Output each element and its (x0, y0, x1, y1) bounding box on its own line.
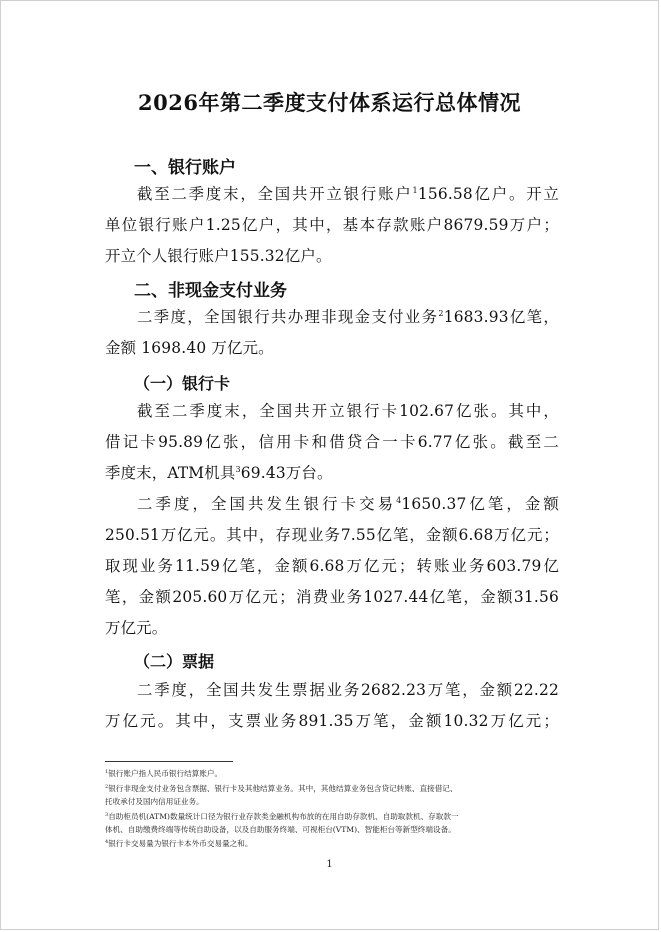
footnote-ref: 1 (412, 186, 418, 195)
footnote-ref: 2 (438, 309, 444, 318)
paragraph-line: 万亿元。其中，支票业务891.35万笔，金额10.32万亿元； (105, 712, 559, 730)
footnote: $^4$银行卡交易量为银行卡本外币交易量之和。 (105, 839, 253, 848)
paragraph-line: 截至二季度末，全国共开立银行卡102.67亿张。其中， (137, 402, 559, 420)
paragraph-line: 二季度，全国共发生银行卡交易$^4$1650.37亿笔，金额 (137, 495, 559, 513)
paragraph-line: 金额 1698.40 万亿元。 (105, 339, 274, 357)
subsection-heading-bank-cards: （一）银行卡 (134, 374, 231, 393)
paragraph-line: 借记卡95.89亿张，信用卡和借贷合一卡6.77亿张。截至二 (105, 433, 559, 451)
paragraph-line: 取现业务11.59亿笔，金额6.68万亿元；转账业务603.79亿 (105, 557, 559, 575)
footnote-ref: 3 (235, 465, 241, 474)
section-heading-noncash-payments: 二、非现金支付业务 (134, 281, 287, 301)
paragraph-line: 单位银行账户1.25亿户，其中，基本存款账户8679.59万户； (105, 216, 559, 234)
section-heading-bank-accounts: 一、银行账户 (134, 158, 236, 178)
footnote-ref: 4 (396, 496, 402, 505)
footnote: $^1$银行账户指人民币银行结算账户。 (105, 769, 223, 778)
paragraph-line: 开立个人银行账户155.32亿户。 (105, 247, 332, 265)
footnote-continuation: 托收承付及国内信用证业务。 (105, 797, 204, 806)
paragraph-line: 笔，金额205.60万亿元；消费业务1027.44亿笔，金额31.56 (105, 588, 559, 606)
paragraph-line: 季度末，ATM机具$^3$69.43万台。 (105, 464, 333, 482)
footnote-continuation: 体机、自助缴费终端等传统自助设备，以及自助服务终端、可视柜台(VTM)、智能柜台等新型终端设备。 (105, 825, 456, 834)
paragraph-line: 二季度，全国银行共办理非现金支付业务$^2$1683.93亿笔， (137, 308, 559, 326)
footnote: $^3$自助柜员机(ATM)数量统计口径为银行业存款类金融机构布放的在用自助存款机、自助取款机、存取款一 (105, 812, 459, 821)
paragraph-line: 万亿元。 (105, 619, 168, 637)
subsection-heading-bills: （二）票据 (134, 652, 215, 671)
paragraph-line: 250.51万亿元。其中，存现业务7.55亿笔，金额6.68万亿元； (105, 526, 559, 544)
footnote-separator (105, 761, 233, 762)
paragraph-line: 二季度，全国共发生票据业务2682.23万笔，金额22.22 (137, 681, 559, 699)
document-title: 2026年第二季度支付体系运行总体情况 (138, 90, 521, 115)
page-number: 1 (326, 859, 333, 870)
footnote: $^2$银行非现金支付业务包含票据、银行卡及其他结算业务。其中，其他结算业务包含贷记转账、直接借记、 (105, 784, 458, 793)
paragraph-line: 截至二季度末，全国共开立银行账户$^1$156.58亿户。开立 (137, 185, 560, 203)
